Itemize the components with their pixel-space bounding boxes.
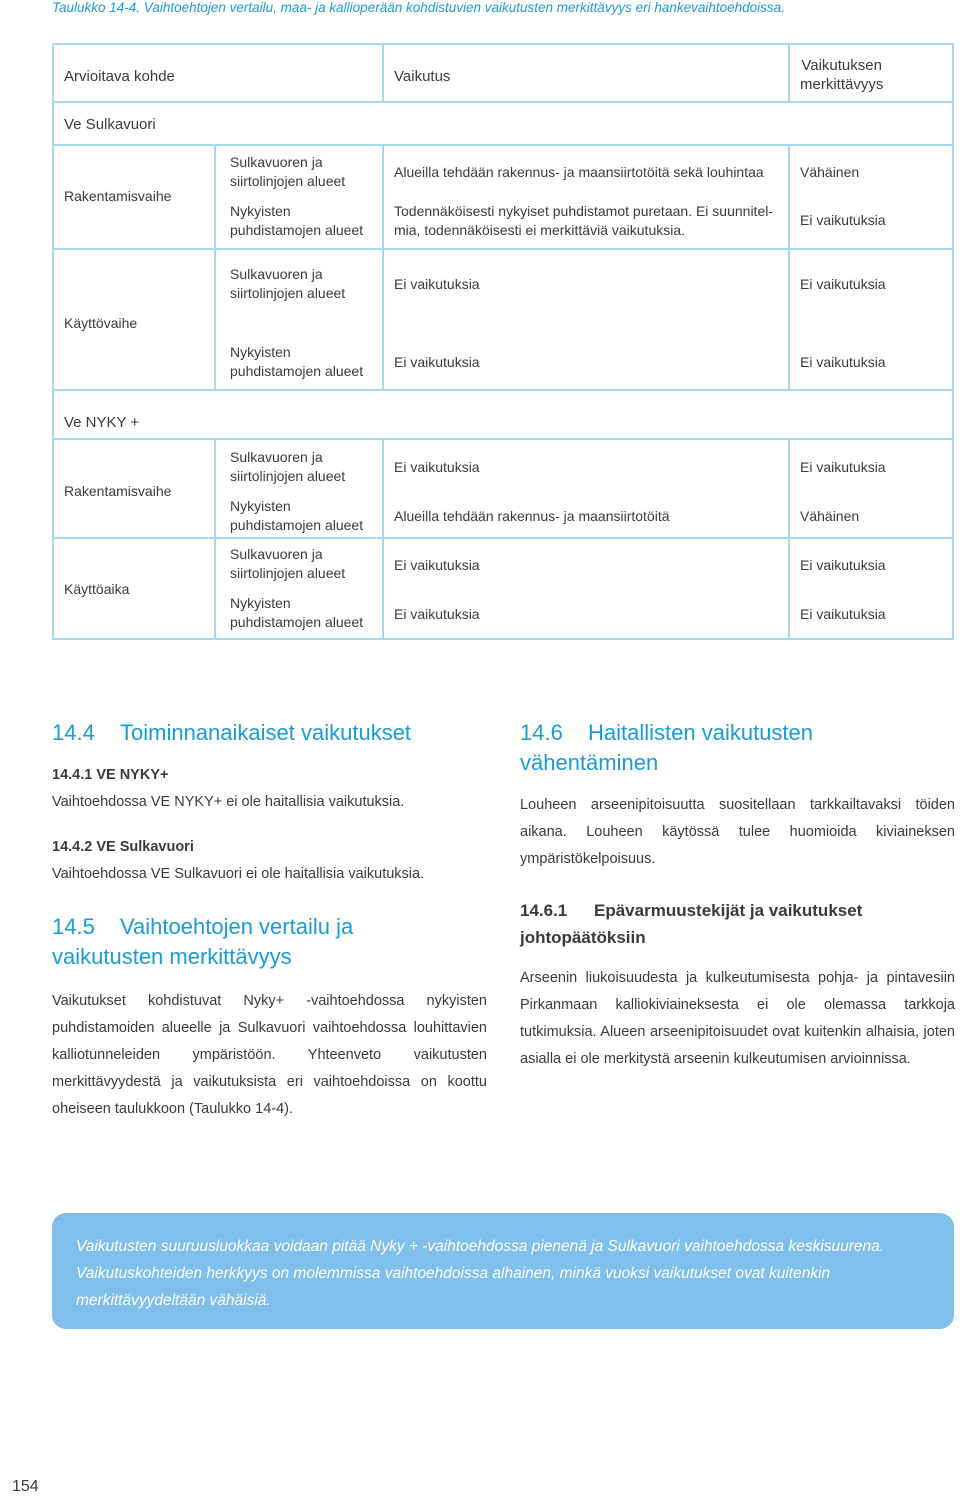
impact-table <box>52 43 954 640</box>
significance-cell: Ei vaikutuksia <box>800 276 886 292</box>
significance-cell: Ei vaikutuksia <box>800 557 886 573</box>
target-cell: Sulkavuoren ja siirtolinjojen alueet <box>230 266 346 301</box>
target-cell: Nykyisten puhdistamojen alueet <box>230 344 364 379</box>
impact-cell: Todennäköisesti nykyiset puhdistamot puretaan. Ei suunnitel- mia, todennäköisesti ei merkittäviä vaikutuksia. <box>394 203 773 238</box>
phase-name: Käyttöaika <box>64 581 130 597</box>
subheading-14-4-1: 14.4.1 VE NYKY+ <box>52 767 169 783</box>
target-cell: Sulkavuoren ja siirtolinjojen alueet <box>230 154 346 189</box>
impact-cell: Alueilla tehdään rakennus- ja maansiirtotöitä <box>394 508 670 524</box>
header-impact: Vaikutus <box>394 68 451 85</box>
table-caption: Taulukko 14-4. Vaihtoehtojen vertailu, maa- ja kallioperään kohdistuvien vaikutusten merkittävyys eri hankevaihtoehdoissa. <box>52 0 785 15</box>
paragraph: Arseenin liukoisuudesta ja kulkeutumisesta pohja- ja pintavesiin Pirkanmaan kalliokiviaineksesta ei ole olemassa tarkkoja tutkimuksia. Alueen arseenipitoisuudet ovat kuitenkin alhaisia, joten asialla ei ole merkitystä arseenin kulkeutumisen arvioinnissa. <box>520 970 955 1067</box>
target-cell: Nykyisten puhdistamojen alueet <box>230 498 364 533</box>
phase-name: Käyttövaihe <box>64 315 138 331</box>
significance-cell: Vähäinen <box>800 508 860 524</box>
significance-cell: Ei vaikutuksia <box>800 212 886 228</box>
subheading-14-4-2: 14.4.2 VE Sulkavuori <box>52 839 194 855</box>
summary-infobox: Vaikutusten suuruusluokkaa voidaan pitää Nyky + -vaihtoehdossa pienenä ja Sulkavuori vaihtoehdossa keskisuurena. Vaikutuskohteiden herkkyys on molemmissa vaihtoehdoissa alhainen, minkä vuoksi vaikutukset ovat kuitenkin merkittävyydeltään vähäisiä. <box>52 1213 954 1329</box>
left-column <box>52 718 487 1123</box>
paragraph: Vaihtoehdossa VE Sulkavuori ei ole haitallisia vaikutuksia. <box>52 866 425 882</box>
impact-cell: Ei vaikutuksia <box>394 459 480 475</box>
impact-cell: Ei vaikutuksia <box>394 557 480 573</box>
subheading-14-6-1: 14.6.1 Epävarmuustekijät ja vaikutukset johtopäätöksiin <box>520 901 863 947</box>
section-heading-14-4: 14.4 Toiminnanaikaiset vaikutukset <box>52 720 412 745</box>
significance-cell: Ei vaikutuksia <box>800 459 886 475</box>
impact-cell: Ei vaikutuksia <box>394 606 480 622</box>
section-title: Ve NYKY + <box>64 414 140 431</box>
section-heading-14-6: 14.6 Haitallisten vaikutusten vähentäminen <box>520 720 814 775</box>
page-number: 154 <box>12 1478 39 1495</box>
target-cell: Sulkavuoren ja siirtolinjojen alueet <box>230 449 346 484</box>
impact-cell: Alueilla tehdään rakennus- ja maansiirtotöitä sekä louhintaa <box>394 164 764 180</box>
significance-cell: Ei vaikutuksia <box>800 606 886 622</box>
significance-cell: Ei vaikutuksia <box>800 354 886 370</box>
header-significance: Vaikutuksen merkittävyys <box>800 57 884 93</box>
paragraph: Vaihtoehdossa VE NYKY+ ei ole haitallisia vaikutuksia. <box>52 794 405 810</box>
right-column <box>520 718 955 1073</box>
phase-name: Rakentamisvaihe <box>64 188 172 204</box>
paragraph: Louheen arseenipitoisuutta suositellaan tarkkailtavaksi töiden aikana. Louheen käytössä tulee huomioida kiviaineksen ympäristökelpoisuus. <box>520 797 955 867</box>
impact-cell: Ei vaikutuksia <box>394 276 480 292</box>
impact-cell: Ei vaikutuksia <box>394 354 480 370</box>
section-heading-14-5: 14.5 Vaihtoehtojen vertailu ja vaikutusten merkittävyys <box>52 914 354 969</box>
target-cell: Nykyisten puhdistamojen alueet <box>230 203 364 238</box>
significance-cell: Vähäinen <box>800 164 860 180</box>
paragraph: Vaikutukset kohdistuvat Nyky+ -vaihtoehdossa nykyisten puhdistamoiden alueelle ja Sulkavuori vaihtoehdossa louhittavien kalliotunneleiden ympäristöön. Yhteenveto vaikutusten merkittävyydestä ja vaikutuksista eri vaihtoehdoissa on koottu oheiseen taulukkoon (Taulukko 14-4). <box>52 993 487 1117</box>
target-cell: Nykyisten puhdistamojen alueet <box>230 595 364 630</box>
target-cell: Sulkavuoren ja siirtolinjojen alueet <box>230 546 346 581</box>
section-title: Ve Sulkavuori <box>64 116 156 133</box>
header-target: Arvioitava kohde <box>64 68 175 85</box>
phase-name: Rakentamisvaihe <box>64 483 172 499</box>
